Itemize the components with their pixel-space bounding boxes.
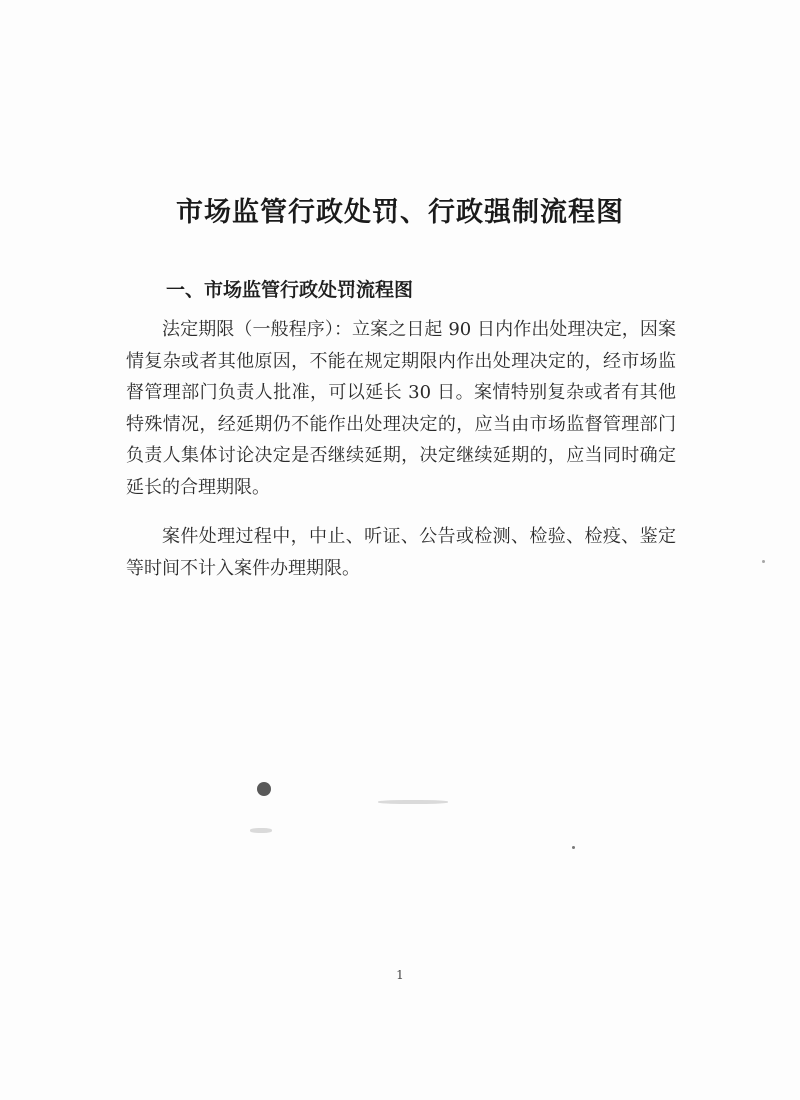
section-heading: 一、市场监管行政处罚流程图 [166,279,414,301]
paragraph-legal-deadline: 法定期限（一般程序）：立案之日起 90 日内作出处理决定，因案情复杂或者其他原因，不能在规定期限内作出处理决定的，经市场监督管理部门负责人批准，可以延长 30 日。案情特别复杂或者有其他特殊情况，经延期仍不能作出处理决定的，应当由市场监督管理部门负责人集体讨论决定是否继续延期，决定继续延期的，应当同时确定延长的合理期限。 [126,319,676,498]
scan-speck [257,782,271,796]
scan-speck [572,846,575,849]
paragraph-excluded-time: 案件处理过程中，中止、听证、公告或检测、检验、检疫、鉴定等时间不计入案件办理期限。 [126,526,676,579]
scan-speck [762,560,765,563]
document-title: 市场监管行政处罚、行政强制流程图 [176,197,624,228]
scan-smudge [378,800,448,804]
page-number: 1 [396,968,404,982]
scan-smudge [250,828,272,833]
